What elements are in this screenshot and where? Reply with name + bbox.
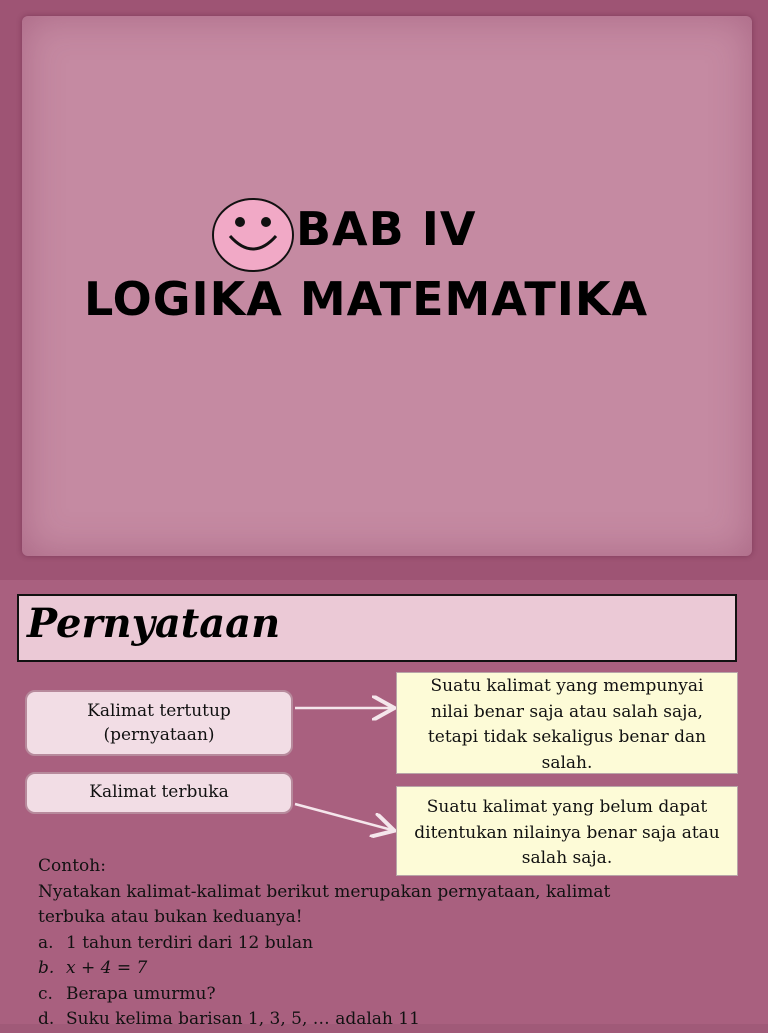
closed-sentence-box: [25, 690, 293, 756]
section-title: Pernyataan: [27, 600, 281, 647]
list-item: [38, 956, 738, 982]
definition-line: Suatu kalimat yang mempunyai: [430, 676, 704, 696]
open-sentence-box: [25, 772, 293, 814]
example-instruction: Nyatakan kalimat-kalimat berikut merupakan pernyataan, kalimat: [38, 881, 611, 902]
example-section: [38, 854, 738, 1033]
closed-sentence-sublabel: (pernyataan): [103, 725, 215, 745]
open-sentence-label: Kalimat terbuka: [89, 782, 229, 802]
arrow-open: [295, 804, 392, 830]
chapter-subtitle: LOGIKA MATEMATIKA: [84, 272, 649, 326]
closed-sentence-label: Kalimat tertutup: [87, 701, 231, 721]
item-label: d.: [38, 1009, 55, 1029]
definition-line: salah.: [541, 752, 593, 773]
item-label: c.: [38, 983, 53, 1004]
content-slide: [0, 580, 768, 1029]
definition-line: salah saja.: [521, 848, 613, 868]
section-header: [17, 594, 737, 662]
item-text: 1 tahun terdiri dari 12 bulan: [66, 932, 314, 953]
example-instruction-cont: terbuka atau bukan keduanya!: [38, 907, 303, 927]
definition-line: tetapi tidak sekaligus benar dan: [427, 727, 707, 747]
item-label: a.: [38, 932, 54, 953]
chapter-title: BAB IV: [296, 202, 477, 256]
item-text: Suku kelima barisan 1, 3, 5, … adalah 11: [66, 1009, 420, 1029]
definition-line: nilai benar saja atau salah saja,: [431, 701, 703, 722]
item-text: Berapa umurmu?: [66, 983, 216, 1004]
closed-sentence-definition: [396, 672, 738, 774]
definition-line: Suatu kalimat yang belum dapat: [426, 797, 708, 817]
list-item: [38, 931, 738, 957]
list-item: [38, 1007, 738, 1033]
item-label: b.: [38, 958, 55, 978]
smiley-face-icon: [212, 198, 294, 272]
list-item: [38, 982, 738, 1008]
definition-line: ditentukan nilainya benar saja atau: [414, 822, 720, 843]
example-heading: Contoh:: [38, 856, 106, 876]
item-text: x + 4 = 7: [66, 958, 148, 978]
